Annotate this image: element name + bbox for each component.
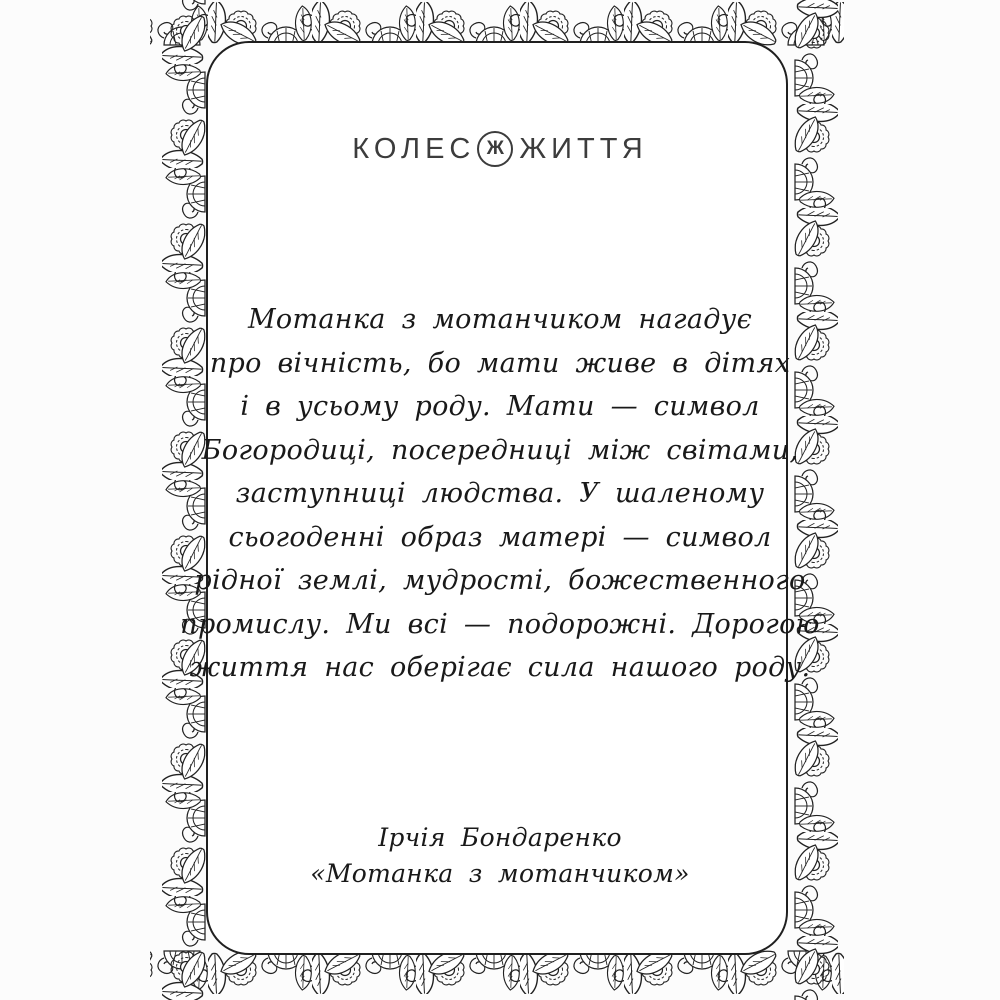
quote-text: [0, 298, 1000, 690]
magazine-logo: [0, 126, 1000, 172]
attribution: [0, 820, 1000, 892]
quote-line: сьогоденні образ матері — символ: [228, 521, 772, 553]
quote-line: про вічність, бо мати живе в дітях: [209, 347, 791, 379]
logo-circled-letter: Ж: [486, 138, 504, 159]
quote-line: рідної землі, мудрості, божественного: [194, 565, 806, 596]
quote-line: заступниці людства. У шаленому: [235, 478, 765, 509]
quote-line: життя нас оберігає сила нашого роду.: [189, 652, 811, 683]
attribution-author: Ірчія Бондаренко: [378, 823, 622, 852]
quote-line: Богородиці, посередниці між світами,: [201, 434, 799, 466]
quote-line: і в усьому роду. Мати — символ: [240, 391, 760, 422]
logo-text-prefix: КОЛЕС: [352, 132, 476, 165]
logo-text-suffix: ЖИТТЯ: [519, 132, 648, 165]
quote-line: промислу. Ми всі — подорожні. Дорогою: [180, 608, 820, 640]
attribution-source: «Мотанка з мотанчиком»: [310, 859, 690, 888]
quote-line: Мотанка з мотанчиком нагадує: [247, 304, 753, 335]
logo-circled-letter-icon: [477, 131, 513, 167]
